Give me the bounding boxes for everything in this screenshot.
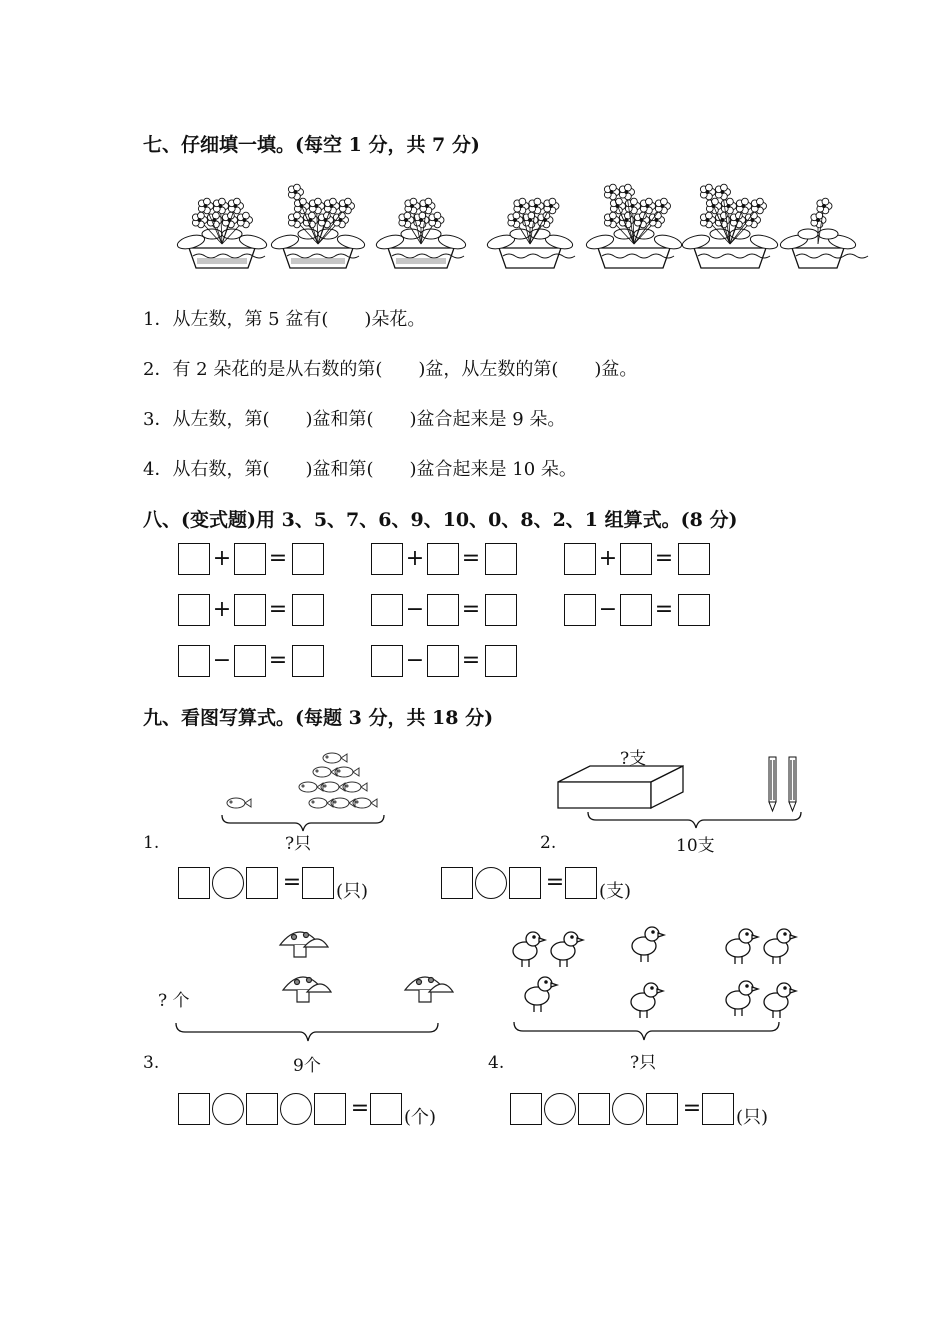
fish-icon: [299, 782, 323, 792]
answer-box[interactable]: [178, 1093, 210, 1125]
answer-box[interactable]: [441, 867, 473, 899]
equals-sign: =: [282, 870, 302, 895]
section7-q4: 4．从右数，第( )盆和第( )盆合起来是 10 朵。: [143, 459, 577, 480]
problem4-number: 4.: [488, 1053, 505, 1073]
chick-icon: [551, 932, 583, 967]
plus-sign: +: [212, 597, 232, 622]
equals-sign: =: [654, 597, 674, 622]
brace-problem2: [588, 812, 801, 828]
equals-sign: =: [654, 546, 674, 571]
plus-sign: +: [598, 546, 618, 571]
minus-sign: −: [598, 597, 618, 622]
answer-box[interactable]: [510, 1093, 542, 1125]
chick-icon: [726, 981, 758, 1016]
answer-box[interactable]: [178, 867, 210, 899]
equals-sign: =: [268, 648, 288, 673]
answer-box[interactable]: [246, 1093, 278, 1125]
problem2-top-label: ?支: [620, 749, 647, 769]
chick-icon: [632, 927, 664, 962]
problem2-number: 2.: [540, 833, 557, 853]
chick-icon: [726, 929, 758, 964]
answer-box[interactable]: [565, 867, 597, 899]
minus-sign: −: [405, 597, 425, 622]
fish-icon: [313, 767, 337, 777]
equals-sign: =: [461, 597, 481, 622]
problem3-left-label: ? 个: [158, 991, 190, 1011]
operator-circle[interactable]: [612, 1093, 644, 1125]
equals-sign: =: [545, 870, 565, 895]
problem2-bottom-label: 10支: [676, 836, 715, 856]
fish-icon: [331, 798, 355, 808]
answer-box[interactable]: [702, 1093, 734, 1125]
problem2-unit: (支): [599, 881, 632, 902]
fish-icon: [335, 767, 359, 777]
problem1-label: ?只: [285, 834, 312, 854]
minus-sign: −: [405, 648, 425, 673]
equals-sign: =: [350, 1096, 370, 1121]
section7-q2: 2．有 2 朵花的是从右数的第( )盆，从左数的第( )盆。: [143, 359, 638, 380]
mushroom-icon: [280, 932, 328, 957]
plus-sign: +: [405, 546, 425, 571]
chick-icon: [764, 929, 796, 964]
operator-circle[interactable]: [475, 867, 507, 899]
fish-icon: [309, 798, 333, 808]
fish-icon: [343, 782, 367, 792]
fish-icon: [321, 782, 345, 792]
minus-sign: −: [212, 648, 232, 673]
pencil-box-icon: [558, 766, 683, 808]
equals-sign: =: [268, 597, 288, 622]
problem3-unit: (个): [404, 1107, 437, 1128]
problem3-number: 3.: [143, 1053, 160, 1073]
mushroom-icon: [283, 977, 331, 1002]
brace-problem3: [176, 1023, 438, 1041]
chick-icon: [513, 932, 545, 967]
brace-problem4: [514, 1022, 779, 1040]
section9-heading: 九、看图写算式。(每题 3 分，共 18 分): [143, 707, 494, 729]
section8-heading: 八、(变式题)用 3、5、7、6、9、10、0、8、2、1 组算式。(8 分): [143, 509, 738, 531]
mushroom-icon-group: [280, 932, 453, 1002]
answer-box[interactable]: [509, 867, 541, 899]
problem3-bottom-label: 9个: [293, 1056, 321, 1076]
answer-box[interactable]: [302, 867, 334, 899]
chick-icon-group: [513, 927, 796, 1018]
fish-icon-group: [227, 753, 377, 808]
pencil-icon: [769, 757, 796, 811]
section7-heading: 七、仔细填一填。(每空 1 分，共 7 分): [143, 134, 480, 156]
equals-sign: =: [268, 546, 288, 571]
equals-sign: =: [461, 546, 481, 571]
equals-sign: =: [461, 648, 481, 673]
answer-box[interactable]: [246, 867, 278, 899]
chick-icon: [631, 983, 663, 1018]
operator-circle[interactable]: [280, 1093, 312, 1125]
answer-box[interactable]: [646, 1093, 678, 1125]
fish-icon: [323, 753, 347, 763]
problem4-unit: (只): [736, 1107, 769, 1128]
chick-icon: [525, 977, 557, 1012]
operator-circle[interactable]: [212, 1093, 244, 1125]
equals-sign: =: [682, 1096, 702, 1121]
plus-sign: +: [212, 546, 232, 571]
operator-circle[interactable]: [212, 867, 244, 899]
answer-box[interactable]: [314, 1093, 346, 1125]
fish-icon: [227, 798, 251, 808]
problem4-label: ?只: [630, 1053, 657, 1073]
fish-icon: [353, 798, 377, 808]
chick-icon: [764, 983, 796, 1018]
problem1-unit: (只): [336, 881, 369, 902]
answer-box[interactable]: [370, 1093, 402, 1125]
section7-q1: 1．从左数，第 5 盆有( )朵花。: [143, 309, 426, 330]
mushroom-icon: [405, 977, 453, 1002]
answer-box[interactable]: [578, 1093, 610, 1125]
operator-circle[interactable]: [544, 1093, 576, 1125]
section7-q3: 3．从左数，第( )盆和第( )盆合起来是 9 朵。: [143, 409, 566, 430]
problem1-number: 1.: [143, 833, 160, 853]
